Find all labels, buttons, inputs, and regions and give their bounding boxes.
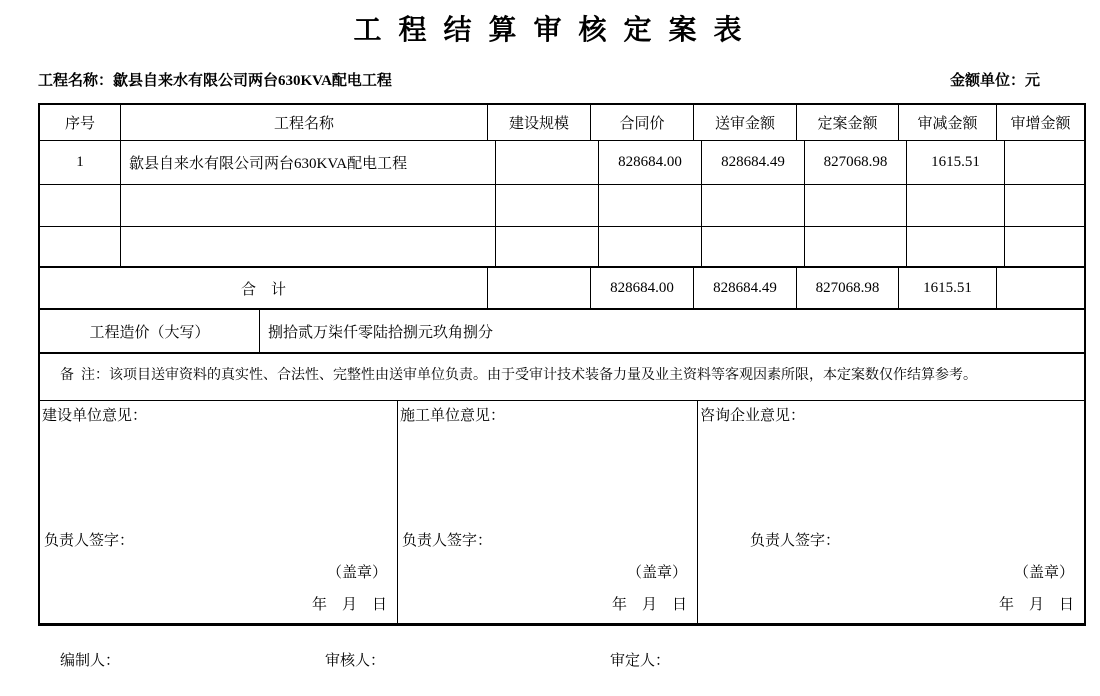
cell-submitted [702,227,805,266]
cell-final [805,185,907,226]
settlement-table [38,103,1086,626]
cell-seq [40,227,121,266]
col-header-scale: 建设规模 [488,105,591,140]
opinion-title: 咨询企业意见： [700,408,806,424]
cell-seq: 1 [40,141,121,184]
cell-increased [1005,185,1084,226]
cell-reduced: 1615.51 [907,141,1005,184]
cell-contract [599,185,702,226]
cost-in-words-value: 捌拾贰万柒仟零陆拾捌元玖角捌分 [268,324,494,341]
remark-text: 备 注：该项目送审资料的真实性、合法性、完整性由送审单位负责。由于受审计技术装备力量及业主资料等客观因素所限，本定案数仅作结算参考。 [60,368,977,383]
cell-submitted: 828684.49 [702,141,805,184]
opinion-title: 施工单位意见： [400,408,506,424]
cell-reduced [907,227,1005,266]
project-name-label: 工程名称：歙县自来水有限公司两台630KVA配电工程 [38,73,392,89]
date-label: 年 月 日 [311,597,387,613]
opinions-row [40,400,1084,623]
signer-label: 负责人签字： [750,533,841,549]
table-row [40,227,1084,266]
construction-unit-opinion [40,401,398,623]
cell-final: 827068.98 [805,141,907,184]
table-row [40,141,1084,185]
total-reduced: 1615.51 [899,268,997,308]
date-label: 年 月 日 [611,597,687,613]
opinion-title: 建设单位意见： [42,408,148,424]
col-header-submitted: 送审金额 [694,105,797,140]
total-contract: 828684.00 [591,268,694,308]
total-submitted: 828684.49 [694,268,797,308]
cell-contract [599,227,702,266]
seal-label: （盖章） [326,565,387,581]
cost-in-words-row [40,308,1084,352]
seal-label: （盖章） [1013,565,1074,581]
amount-unit-label: 金额单位：元 [949,73,1040,89]
col-header-final: 定案金额 [797,105,899,140]
cell-name: 歙县自来水有限公司两台630KVA配电工程 [121,141,496,184]
page-title: 工 程 结 算 审 核 定 案 表 [353,15,747,46]
preparer-label: 编制人： [60,653,121,669]
reviewer-label: 审核人： [325,653,386,669]
table-row [40,185,1084,227]
cell-increased [1005,227,1084,266]
cell-submitted [702,185,805,226]
cell-scale [496,227,599,266]
cost-in-words-label: 工程造价（大写） [40,310,260,352]
col-header-increased: 审增金额 [1010,116,1071,132]
approver-label: 审定人： [610,653,671,669]
cell-name [121,185,496,226]
cell-scale [496,185,599,226]
table-header-row [40,105,1084,141]
cell-name [121,227,496,266]
date-label: 年 月 日 [998,597,1074,613]
cell-final [805,227,907,266]
signer-label: 负责人签字： [44,533,135,549]
total-final: 827068.98 [797,268,899,308]
col-header-reduced: 审减金额 [899,105,997,140]
cell-seq [40,185,121,226]
footer-signatures [0,650,1100,672]
signer-label: 负责人签字： [402,533,493,549]
consulting-firm-opinion [698,401,1084,623]
cell-scale [496,141,599,184]
subheader [38,70,1086,92]
total-increased [997,268,1084,308]
total-scale [488,268,591,308]
remark-row [40,352,1084,400]
col-header-seq: 序号 [40,105,121,140]
seal-label: （盖章） [626,565,687,581]
cell-reduced [907,185,1005,226]
contractor-unit-opinion [398,401,698,623]
total-label: 合 计 [40,268,488,308]
cell-increased [1005,141,1084,184]
cell-contract: 828684.00 [599,141,702,184]
col-header-contract: 合同价 [591,105,694,140]
col-header-name: 工程名称 [121,105,488,140]
total-row [40,266,1084,308]
